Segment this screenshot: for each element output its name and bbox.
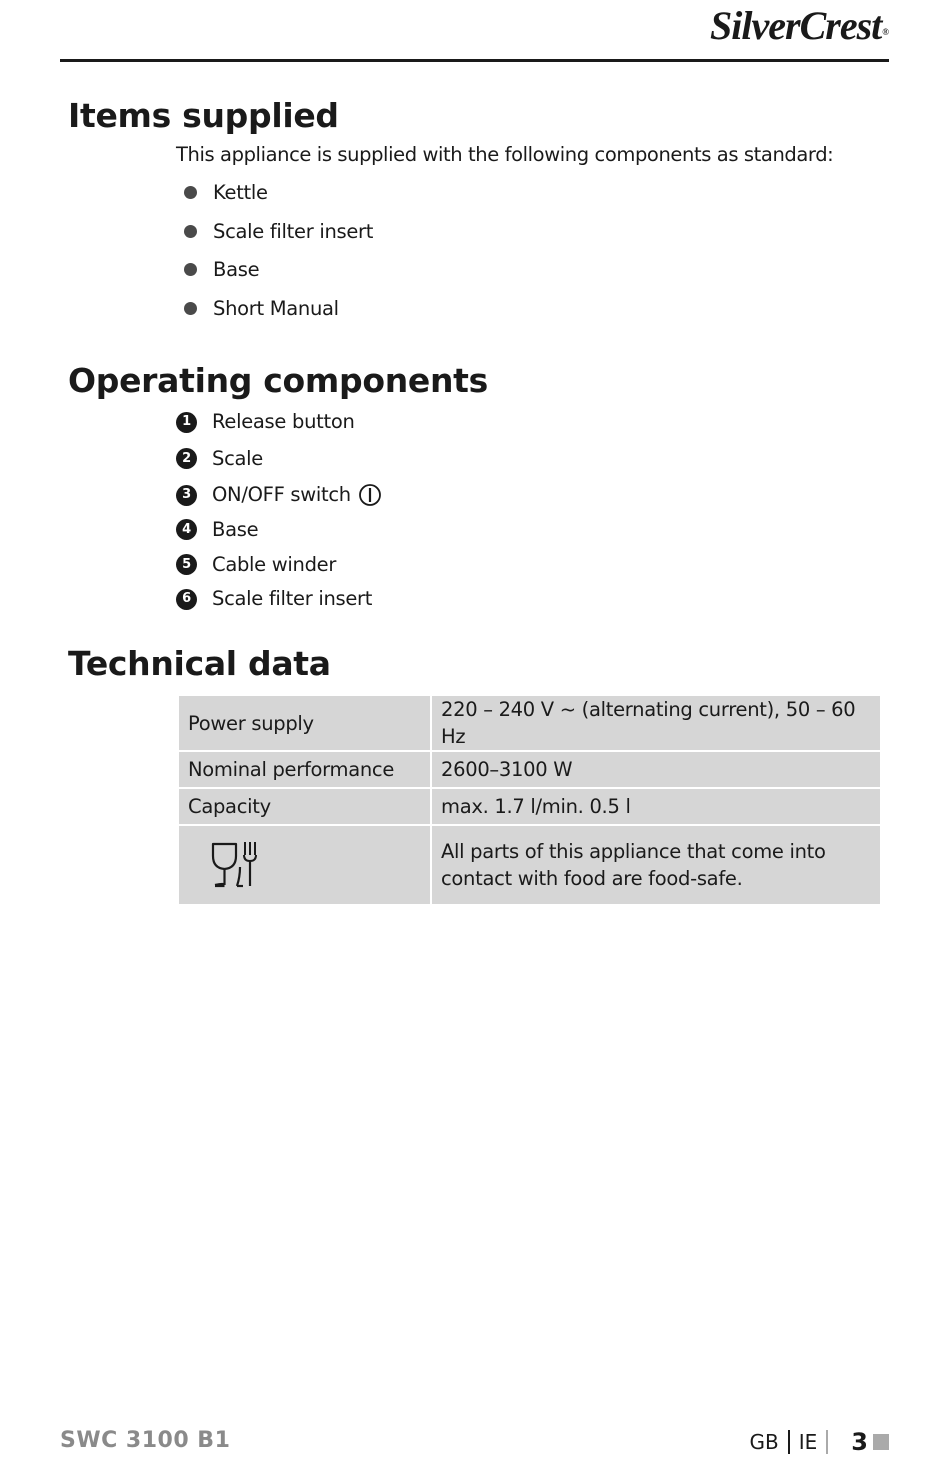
footer-separator: [788, 1430, 790, 1454]
component-label: Scale: [212, 446, 263, 470]
list-item-label: Kettle: [213, 181, 268, 204]
page-marker-square: [873, 1434, 889, 1450]
technical-data-table: [177, 694, 882, 906]
list-item: [183, 257, 373, 296]
items-supplied-heading: Items supplied: [68, 96, 339, 135]
table-value: 220 – 240 V ~ (alternating current), 50 – 60 Hz: [431, 695, 881, 751]
items-supplied-intro: This appliance is supplied with the following components as standard:: [176, 143, 834, 166]
component-label: Cable winder: [212, 552, 337, 576]
bullet-icon: [184, 263, 197, 276]
component-number: 1: [176, 412, 197, 433]
operating-components-list: [176, 405, 382, 616]
component-item: [176, 440, 382, 479]
operating-components-heading: Operating components: [68, 361, 488, 400]
bullet-icon: [184, 225, 197, 238]
table-value: 2600–3100 W: [431, 751, 881, 788]
component-item: [176, 513, 382, 548]
table-row: [178, 695, 881, 751]
component-label: Release button: [212, 410, 355, 434]
table-row: [178, 788, 881, 825]
table-key: Capacity: [178, 788, 431, 825]
list-item-label: Scale filter insert: [213, 219, 374, 243]
items-supplied-list: [183, 180, 373, 334]
list-item-label: Base: [213, 258, 260, 281]
component-item: [176, 478, 382, 513]
list-item: [183, 219, 373, 258]
list-item: [183, 296, 373, 335]
bullet-icon: [184, 186, 197, 199]
registered-mark: ®: [882, 27, 888, 37]
component-label: Scale filter insert: [212, 587, 373, 610]
table-key: Nominal performance: [178, 751, 431, 788]
footer-page-info: [750, 1428, 889, 1456]
table-key: Power supply: [178, 695, 431, 751]
technical-data-heading: Technical data: [68, 644, 331, 683]
bullet-icon: [184, 302, 197, 315]
table-value: All parts of this appliance that come into contact with food are food-safe.: [431, 825, 881, 905]
component-item: [176, 405, 382, 440]
power-icon: [358, 483, 382, 507]
footer-lang-gb: GB: [749, 1430, 779, 1454]
footer-separator: [826, 1430, 828, 1454]
table-row: [178, 751, 881, 788]
component-number: 5: [176, 554, 197, 575]
component-label: Base: [212, 517, 259, 541]
component-item: [176, 547, 382, 582]
component-number: 4: [176, 519, 197, 540]
table-value: max. 1.7 l/min. 0.5 l: [431, 788, 881, 825]
brand-name: SilverCrest: [710, 3, 882, 48]
table-row: [178, 825, 881, 905]
page-number: 3: [851, 1428, 868, 1456]
component-label: ON/OFF switch: [212, 483, 351, 507]
component-number: 6: [176, 589, 197, 610]
component-number: 2: [176, 448, 197, 469]
component-number: 3: [176, 485, 197, 506]
brand-logo: [710, 4, 888, 48]
table-key-icon-cell: [178, 825, 431, 905]
footer-lang-ie: IE: [798, 1430, 818, 1454]
footer-model-number: SWC 3100 B1: [60, 1428, 231, 1453]
header-rule: [60, 59, 889, 62]
food-safe-icon: [200, 837, 270, 893]
component-item: [176, 582, 382, 616]
list-item-label: Short Manual: [213, 296, 339, 320]
list-item: [183, 180, 373, 219]
